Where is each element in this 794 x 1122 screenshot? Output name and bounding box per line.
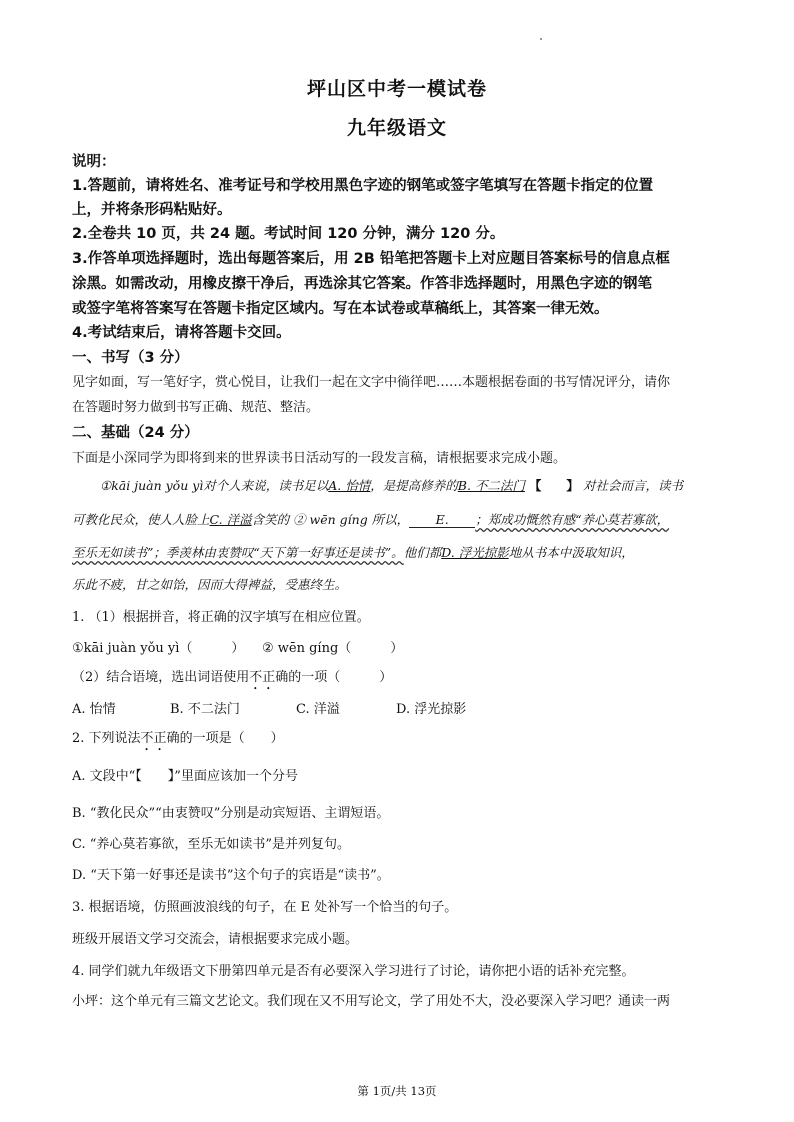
q2-option-a[interactable]: A. 文段中“【 】”里面应该加一个分号 [72, 769, 298, 784]
instruction-3c: 或签字笔将答案写在答题卡指定区域内。写在本试卷或草稿纸上，其答案一律无效。 [72, 301, 609, 317]
q1-sub2-text: （2）结合语境，选出词语使用 [72, 670, 250, 685]
q1-sub2-text: 确的一项（ ） [275, 670, 393, 685]
section1-text-a: 见字如面，写一笔好字，赏心悦目，让我们一起在文字中徜徉吧……本题根据卷面的书写情况评分，请你 [72, 375, 671, 390]
q3-stem: 3. 根据语境，仿照画波浪线的句子，在 E 处补写一个恰当的句子。 [72, 900, 458, 915]
passage-text: 对社会而言，读书 [582, 478, 683, 493]
q1-option-b[interactable]: B. 不二法门 [170, 702, 240, 717]
instruction-1a: 1.答题前，请将姓名、准考证号和学校用黑色字迹的钢笔或签字笔填写在答题卡指定的位置 [72, 178, 654, 194]
answer-bracket: 【 】 [528, 478, 579, 493]
exam-subtitle: 九年级语文 [346, 117, 447, 139]
page-footer: 第 1页/共 13页 [357, 1084, 437, 1098]
emphasis-text: 不正 [249, 670, 276, 685]
instructions-heading: 说明： [72, 154, 116, 170]
q1-stem: 1. （1）根据拼音，将正确的汉字填写在相应位置。 [72, 610, 370, 625]
instruction-2: 2.全卷共 10 页，共 24 题。考试时间 120 分钟，满分 120 分。 [72, 226, 505, 242]
exam-title: 坪山区中考一模试卷 [306, 78, 487, 100]
wavy-sentence: ；郑成功慨然有感“养心莫若寡欲， [475, 512, 670, 527]
q1-option-d[interactable]: D. 浮光掠影 [396, 702, 467, 717]
scan-dot [540, 38, 542, 40]
q2-stem-text: 确的一项是（ ） [166, 731, 284, 746]
underlined-term-c: C. 洋溢 [209, 512, 252, 527]
emphasis-text: 不正 [140, 731, 167, 746]
xiaoping-speech: 小坪：这个单元有三篇文艺论文。我们现在又不用写论文，学了用处不大，没必要深入学习吧？通读一两 [72, 994, 671, 1009]
q1-pinyin-1: ①kāi juàn yǒu yì（ ） [72, 641, 245, 656]
section2-intro2: 班级开展语文学习交流会，请根据要求完成小题。 [72, 932, 359, 947]
q1-option-a[interactable]: A. 怡情 [72, 702, 116, 717]
passage-text: ①kāi juàn yǒu yì对个人来说，读书足以 [100, 478, 329, 493]
passage-line-3 [72, 543, 634, 561]
q1-option-c[interactable]: C. 洋溢 [296, 702, 340, 717]
q2-stem-text: 2. 下列说法 [72, 731, 141, 746]
q2-option-d[interactable]: D. “天下第一好事还是读书”这个句子的宾语是“读书”。 [72, 868, 390, 883]
q2-option-c[interactable]: C. “养心莫若寡欲，至乐无如读书”是并列复句。 [72, 837, 351, 852]
section1-text-b: 在答题时努力做到书写正确、规范、整洁。 [72, 400, 320, 415]
instruction-3a: 3.作答单项选择题时，选出每题答案后，用 2B 铅笔把答题卡上对应题目答案标号的信息点框 [72, 251, 670, 267]
section2-intro: 下面是小深同学为即将到来的世界读书日活动写的一段发言稿，请根据要求完成小题。 [72, 451, 567, 466]
passage-text: 他们都 [403, 545, 442, 560]
blank-e: E. [409, 512, 475, 528]
section2-heading: 二、基础（24 分） [72, 425, 199, 441]
passage-text: 含笑的 ② wēn gíng 所以， [251, 512, 410, 527]
underlined-term-b: B. 不二法门 [457, 478, 525, 493]
section1-heading: 一、书写（3 分） [72, 350, 189, 366]
q2-option-b[interactable]: B. “教化民众”“由衷赞叹”分别是动宾短语、主谓短语。 [72, 806, 390, 821]
q4-stem: 4. 同学们就九年级语文下册第四单元是否有必要深入学习进行了讨论，请你把小语的话补充完整。 [72, 964, 635, 979]
passage-text: ，是提高修养的 [370, 478, 458, 493]
q1-pinyin-2: ② wēn gíng（ ） [262, 641, 404, 656]
passage-text: 可教化民众，使人人脸上 [72, 512, 210, 527]
instruction-3b: 涂黑。如需改动，用橡皮擦干净后，再选涂其它答案。作答非选择题时，用黑色字迹的钢笔 [72, 276, 652, 292]
underlined-term-a: A. 怡情 [328, 478, 371, 493]
passage-line-2 [72, 510, 669, 528]
q1-sub2 [72, 666, 392, 693]
underlined-term-d: D. 浮光掠影 [441, 545, 509, 560]
wavy-sentence: 至乐无如读书”；季羡林由衷赞叹“天下第一好事还是读书”。 [72, 545, 404, 560]
passage-line-1 [100, 476, 683, 494]
passage-line-4: 乐此不疲，甘之如饴，因而大得裨益，受惠终生。 [72, 577, 348, 592]
instruction-4: 4.考试结束后，请将答题卡交回。 [72, 325, 291, 341]
q2-stem [72, 727, 284, 754]
passage-text: 地从书本中汲取知识， [508, 545, 634, 560]
instruction-1b: 上，并将条形码粘贴好。 [72, 202, 232, 218]
